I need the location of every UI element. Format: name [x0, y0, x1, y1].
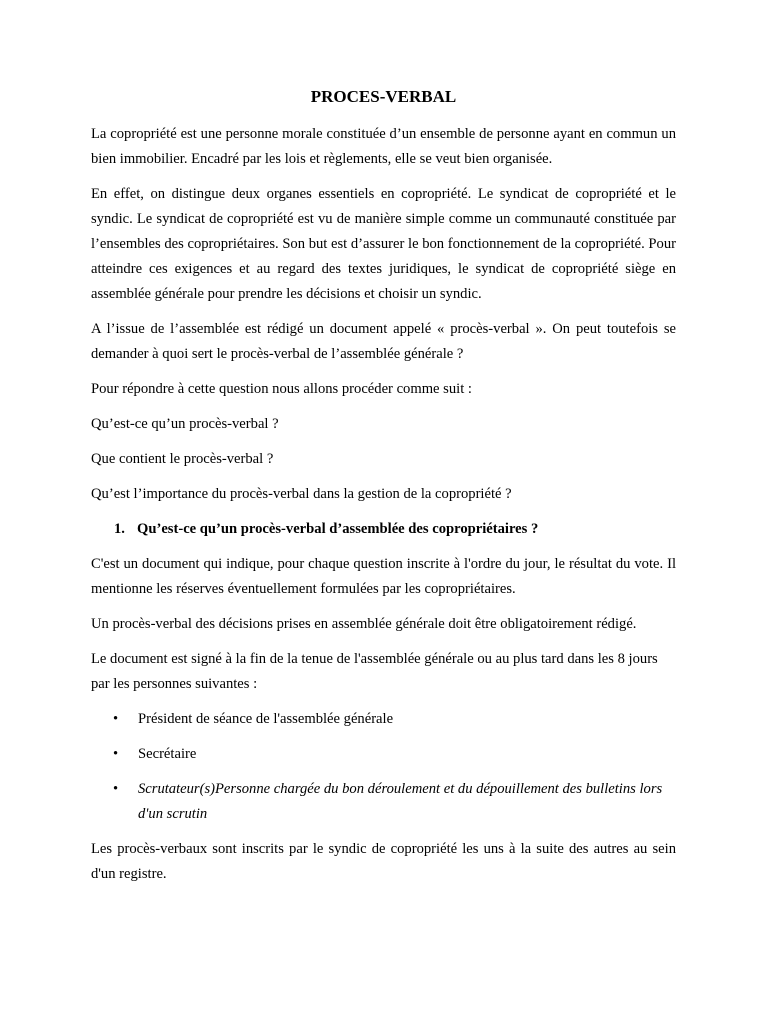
closing-paragraph: Les procès-verbaux sont inscrits par le syndic de copropriété les uns à la suite des autres au sein d'un registre. [91, 841, 676, 882]
plan-question-3: Qu’est l’importance du procès-verbal dans la gestion de la copropriété ? [91, 486, 512, 502]
document-title: PROCES-VERBAL [310, 87, 457, 106]
obligation-paragraph: Un procès-verbal des décisions prises en assemblée générale doit être obligatoirement rédigé. [91, 616, 637, 632]
signature-paragraph: Le document est signé à la fin de la tenue de l'assemblée générale ou au plus tard dans les 8 jours par les personnes suivantes : [91, 651, 658, 692]
bullet-icon: • [113, 746, 119, 762]
plan-intro-paragraph: Pour répondre à cette question nous allons procéder comme suit : [91, 381, 472, 397]
list-item [91, 742, 676, 767]
plan-question-2: Que contient le procès-verbal ? [91, 451, 274, 467]
question-paragraph: A l’issue de l’assemblée est rédigé un document appelé « procès-verbal ». On peut toutefois se demander à quoi sert le procès-verbal de l’assemblée générale ? [91, 321, 676, 362]
section-number: 1. [114, 521, 125, 537]
bullet-icon: • [113, 711, 119, 727]
list-item-text: Président de séance de l'assemblée générale [138, 711, 394, 727]
definition-paragraph: C'est un document qui indique, pour chaque question inscrite à l'ordre du jour, le résultat du vote. Il mentionne les réserves éventuellement formulées par les copropriétaires. [91, 556, 676, 597]
bullet-icon: • [113, 781, 119, 797]
organs-paragraph: En effet, on distingue deux organes essentiels en copropriété. Le syndicat de copropriété et le syndic. Le syndicat de copropriété est vu de manière simple comme un communauté constituée par l’ensembles des copropriétaires. Son but est d’assurer le bon fonctionnement de la copropriété. Pour atteindre ces exigences et au regard des textes juridiques, le syndicat de copropriété siège en assemblée générale pour prendre les décisions et choisir un syndic. [91, 186, 676, 302]
signatories-list [91, 707, 676, 827]
list-item [91, 777, 676, 827]
list-item-text: Secrétaire [138, 746, 197, 762]
plan-question-1: Qu’est-ce qu’un procès-verbal ? [91, 416, 279, 432]
list-item-text: Scrutateur(s)Personne chargée du bon déroulement et du dépouillement des bulletins lors d'un scrutin [138, 781, 663, 822]
section-heading-text: Qu’est-ce qu’un procès-verbal d’assemblée des copropriétaires ? [137, 521, 539, 537]
list-item [91, 707, 676, 732]
intro-paragraph: La copropriété est une personne morale constituée d’un ensemble de personne ayant en commun un bien immobilier. Encadré par les lois et règlements, elle se veut bien organisée. [91, 126, 676, 167]
section-heading-1 [91, 517, 676, 542]
